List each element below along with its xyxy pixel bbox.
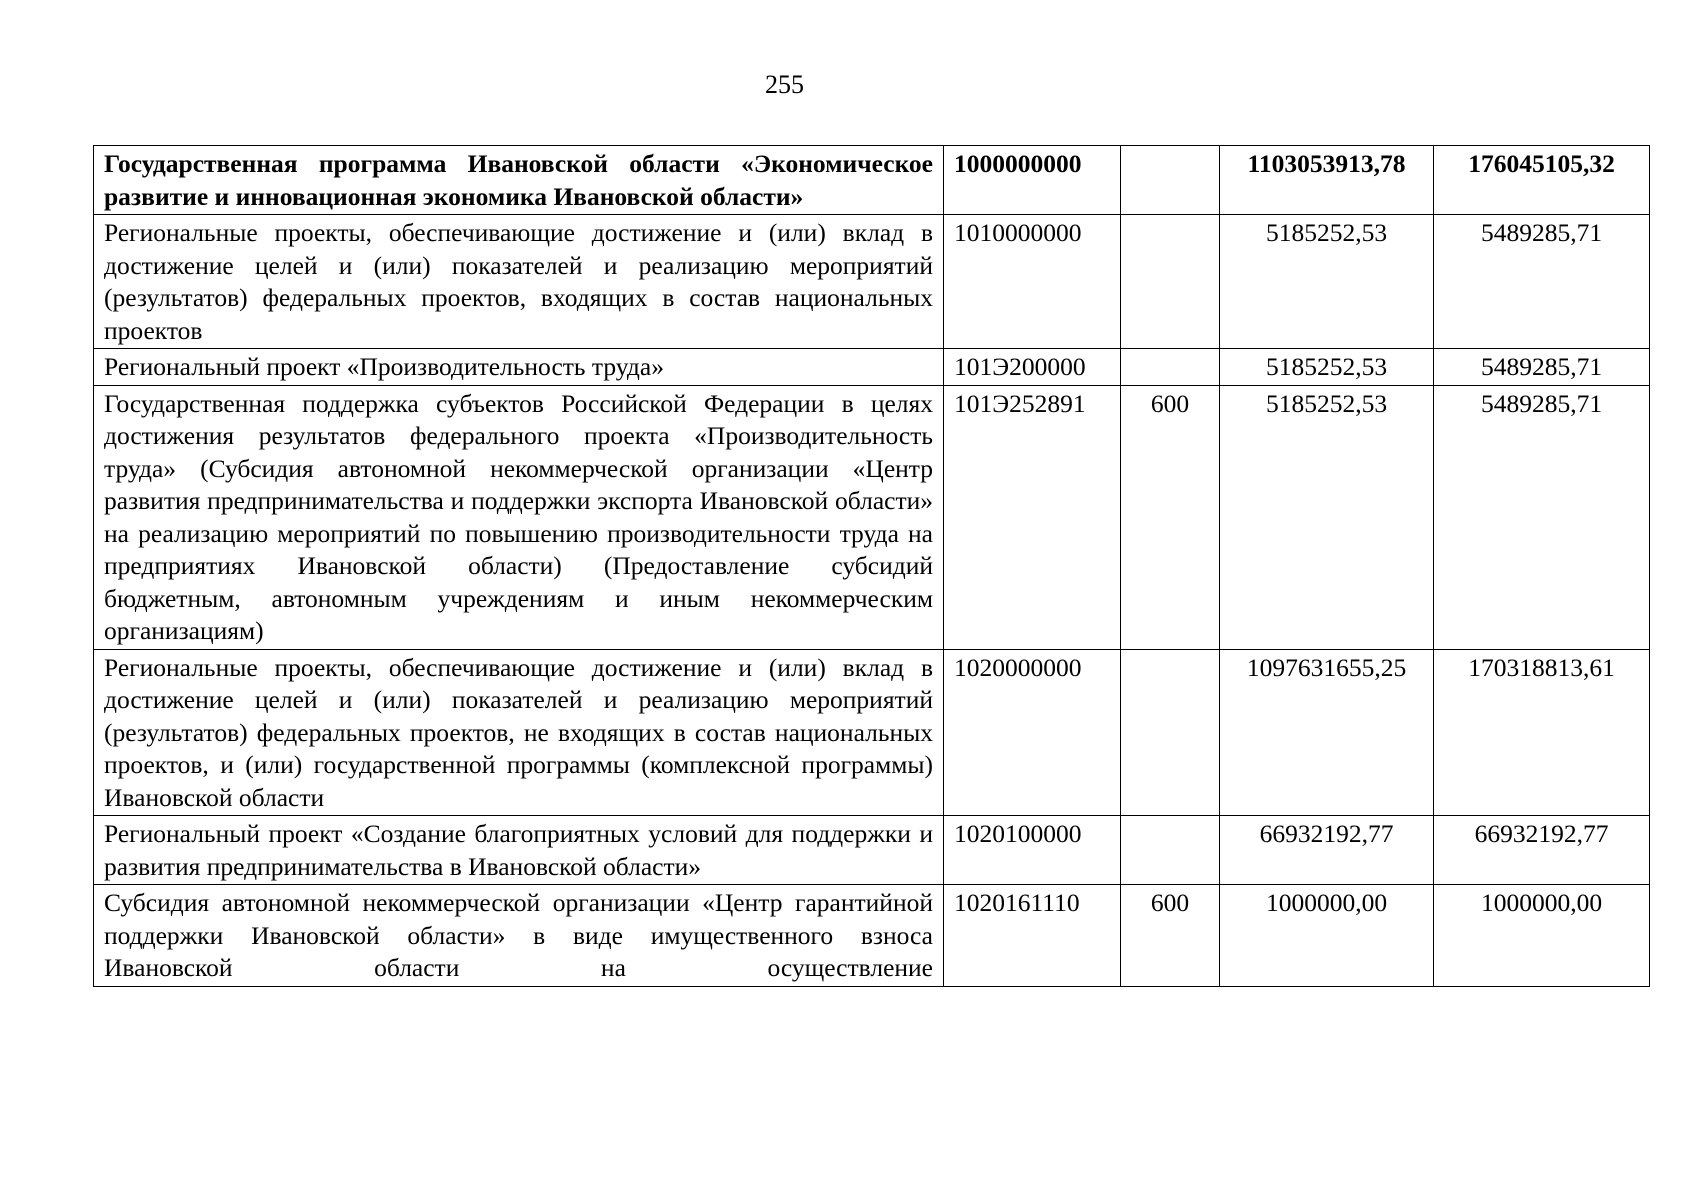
row-amount-2: 1000000,00 bbox=[1434, 885, 1650, 987]
row-code: 1000000000 bbox=[944, 146, 1121, 215]
table-row bbox=[94, 885, 1650, 987]
row-name: Региональные проекты, обеспечивающие достижение и (или) вклад в достижение целей и (или) показателей и реализацию мероприятий (результатов) федеральных проектов, не входящих в состав национальных проектов, и (или) государственной программы (комплексной программы) Ивановской области bbox=[94, 649, 944, 816]
row-name: Региональный проект «Производительность труда» bbox=[94, 349, 944, 386]
row-amount-1: 1000000,00 bbox=[1220, 885, 1434, 987]
row-code: 101Э252891 bbox=[944, 385, 1121, 649]
table-row bbox=[94, 215, 1650, 349]
row-vr: 600 bbox=[1121, 885, 1220, 987]
row-amount-1: 1097631655,25 bbox=[1220, 649, 1434, 816]
row-vr bbox=[1121, 146, 1220, 215]
row-amount-1: 5185252,53 bbox=[1220, 385, 1434, 649]
row-code: 1010000000 bbox=[944, 215, 1121, 349]
row-vr bbox=[1121, 649, 1220, 816]
table-row bbox=[94, 816, 1650, 885]
row-amount-2: 170318813,61 bbox=[1434, 649, 1650, 816]
row-name: Региональный проект «Создание благоприятных условий для поддержки и развития предпринимательства в Ивановской области» bbox=[94, 816, 944, 885]
row-amount-2: 5489285,71 bbox=[1434, 215, 1650, 349]
row-amount-1: 5185252,53 bbox=[1220, 215, 1434, 349]
row-amount-1: 66932192,77 bbox=[1220, 816, 1434, 885]
row-code: 1020100000 bbox=[944, 816, 1121, 885]
table-row bbox=[94, 649, 1650, 816]
row-vr bbox=[1121, 349, 1220, 386]
row-amount-2: 5489285,71 bbox=[1434, 385, 1650, 649]
row-amount-1: 1103053913,78 bbox=[1220, 146, 1434, 215]
budget-table bbox=[93, 145, 1650, 987]
row-vr bbox=[1121, 816, 1220, 885]
row-amount-1: 5185252,53 bbox=[1220, 349, 1434, 386]
row-name: Государственная поддержка субъектов Российской Федерации в целях достижения результатов федерального проекта «Производительность труда» (Субсидия автономной некоммерческой организации «Центр развития предпринимательства и поддержки экспорта Ивановской области» на реализацию мероприятий по повышению производительности труда на предприятиях Ивановской области) (Предоставление субсидий бюджетным, автономным учреждениям и иным некоммерческим организациям) bbox=[94, 385, 944, 649]
row-amount-2: 5489285,71 bbox=[1434, 349, 1650, 386]
row-vr: 600 bbox=[1121, 385, 1220, 649]
page-number-text: 255 bbox=[765, 70, 804, 99]
page-number bbox=[0, 70, 1697, 100]
row-code: 1020000000 bbox=[944, 649, 1121, 816]
row-vr bbox=[1121, 215, 1220, 349]
row-amount-2: 66932192,77 bbox=[1434, 816, 1650, 885]
row-name: Субсидия автономной некоммерческой организации «Центр гарантийной поддержки Ивановской области» в виде имущественного взноса Ивановской области на осуществление bbox=[94, 885, 944, 987]
table-row bbox=[94, 349, 1650, 386]
row-name: Государственная программа Ивановской области «Экономическое развитие и инновационная экономика Ивановской области» bbox=[94, 146, 944, 215]
row-code: 101Э200000 bbox=[944, 349, 1121, 386]
row-name: Региональные проекты, обеспечивающие достижение и (или) вклад в достижение целей и (или) показателей и реализацию мероприятий (результатов) федеральных проектов, входящих в состав национальных проектов bbox=[94, 215, 944, 349]
row-code: 1020161110 bbox=[944, 885, 1121, 987]
table-row bbox=[94, 146, 1650, 215]
table-row bbox=[94, 385, 1650, 649]
row-amount-2: 176045105,32 bbox=[1434, 146, 1650, 215]
